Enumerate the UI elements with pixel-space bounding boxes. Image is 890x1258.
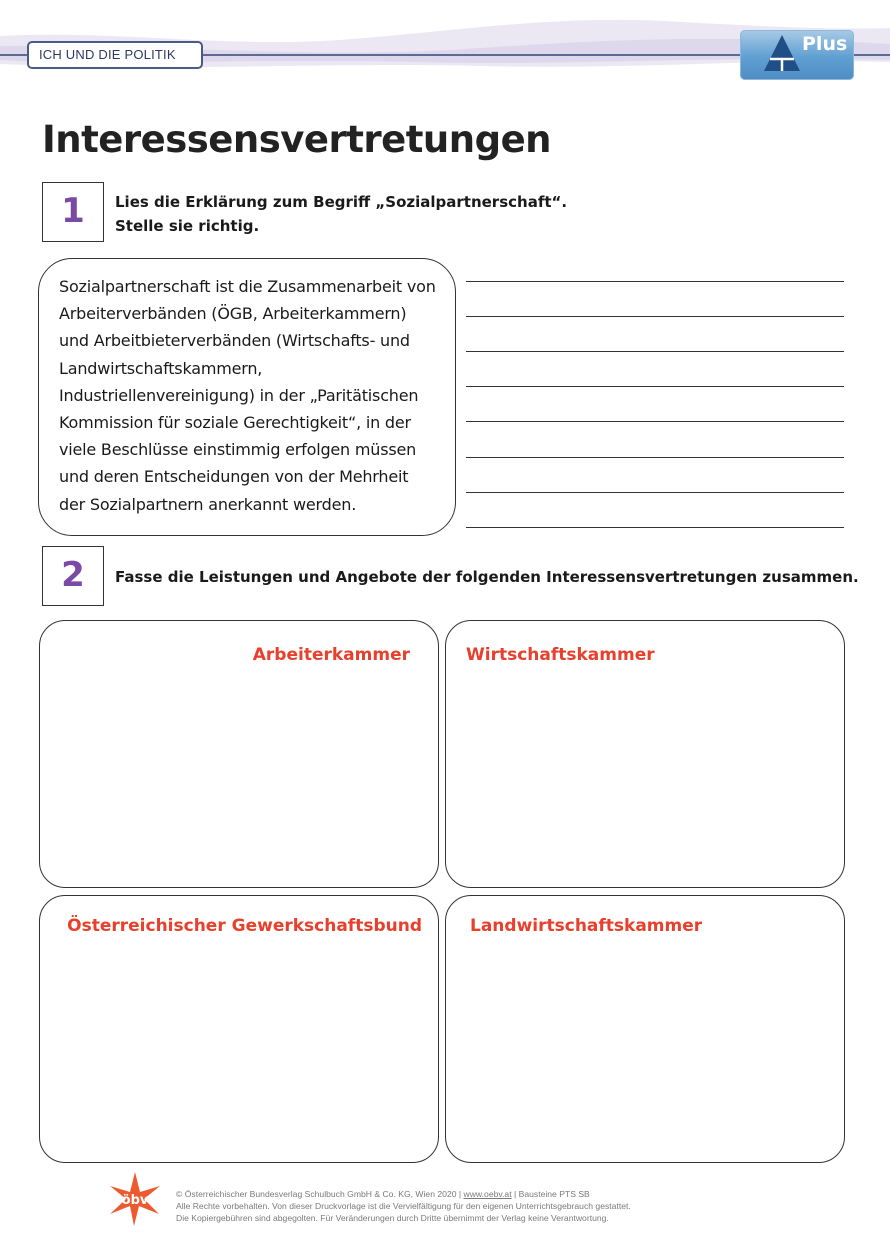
- box-title-arbeiterkammer: Arbeiterkammer: [252, 645, 410, 665]
- page-title: Interessensvertretungen: [42, 118, 552, 161]
- footer-copyright: [176, 1188, 631, 1224]
- box-title-wirtschaftskammer: Wirtschaftskammer: [466, 645, 655, 665]
- explanation-line: Kommission für soziale Gerechtigkeit“, in der: [59, 413, 411, 433]
- task-1-instruction-line-1: Lies die Erklärung zum Begriff „Sozialpartnerschaft“.: [115, 193, 568, 211]
- footer-line-1: [176, 1188, 631, 1200]
- box-title-landwirtschaftskammer: Landwirtschaftskammer: [470, 916, 703, 936]
- task-1-instruction: [115, 190, 567, 238]
- explanation-line: Sozialpartnerschaft ist die Zusammenarbeit von: [59, 277, 436, 296]
- task-1-number: 1: [42, 182, 104, 242]
- writing-line[interactable]: [466, 316, 844, 317]
- oebv-logo-text: öbv: [121, 1193, 149, 1208]
- writing-line[interactable]: [466, 492, 844, 493]
- explanation-line: und deren Entscheidungen von der Mehrheit: [59, 467, 409, 487]
- writing-line[interactable]: [466, 351, 844, 352]
- footer-website-link[interactable]: www.oebv.at: [463, 1189, 512, 1199]
- footer-line-2: Alle Rechte vorbehalten. Von dieser Druckvorlage ist die Vervielfältigung für den eigenen Unterrichtsgebrauch gestattet.: [176, 1201, 631, 1211]
- footer-line-3: Die Kopiergebühren sind abgegolten. Für Veränderungen durch Dritte übernimmt der Verlag keine Verantwortung.: [176, 1213, 609, 1223]
- plus-label: Plus: [802, 33, 848, 55]
- explanation-box: [38, 258, 456, 536]
- task-2-number: 2: [42, 546, 104, 606]
- answer-box-wirtschaftskammer[interactable]: [445, 620, 845, 888]
- answer-box-landwirtschaftskammer[interactable]: [445, 895, 845, 1163]
- task-1-instruction-line-2: Stelle sie richtig.: [115, 217, 260, 235]
- footer-line-1-prefix: © Österreichischer Bundesverlag Schulbuch GmbH & Co. KG, Wien 2020 |: [176, 1189, 464, 1199]
- explanation-line: viele Beschlüsse einstimmig erfolgen müssen: [59, 440, 417, 460]
- explanation-line: Arbeiterverbänden (ÖGB, Arbeiterkammern): [59, 304, 407, 324]
- task-2-instruction: Fasse die Leistungen und Angebote der folgenden Interessensvertretungen zusammen.: [115, 568, 859, 586]
- box-title-gewerkschaftsbund: Österreichischer Gewerkschaftsbund: [67, 916, 422, 936]
- writing-line[interactable]: [466, 421, 844, 422]
- explanation-line: Industriellenvereinigung) in der „Paritätischen: [59, 385, 419, 405]
- explanation-line: und Arbeitbieterverbänden (Wirtschafts- und: [59, 331, 410, 351]
- answer-box-gewerkschaftsbund[interactable]: [39, 895, 439, 1163]
- footer-line-1-suffix: | Bausteine PTS SB: [511, 1189, 590, 1199]
- writing-line[interactable]: [466, 527, 844, 528]
- writing-line[interactable]: [466, 386, 844, 387]
- explanation-line: der Sozialpartnern anerkannt werden.: [59, 494, 357, 514]
- writing-line[interactable]: [466, 281, 844, 282]
- oebv-logo-icon: [104, 1168, 166, 1230]
- answer-box-arbeiterkammer[interactable]: [39, 620, 439, 888]
- writing-line[interactable]: [466, 457, 844, 458]
- explanation-line: Landwirtschaftskammern,: [59, 358, 263, 378]
- section-label: ICH UND DIE POLITIK: [27, 41, 203, 69]
